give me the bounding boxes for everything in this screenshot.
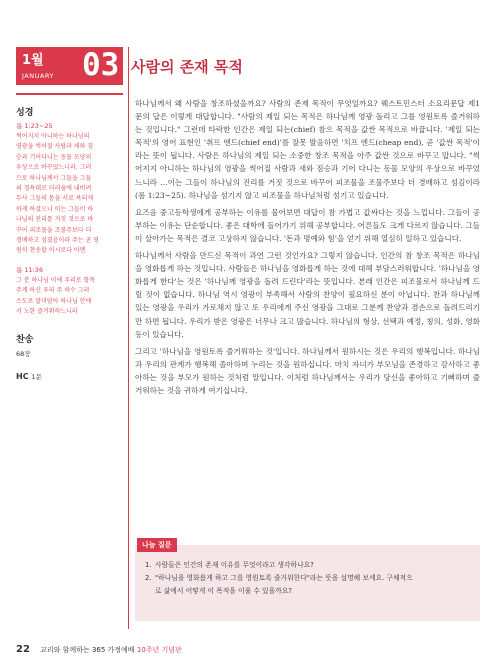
question-text: "하나님을 영화롭게 하고 그를 영원토록 즐거워한다"라는 뜻을 설명해 보세요. 구체적으 — [155, 574, 413, 582]
verse-line: 썩어지지 아니하는 하나님의 — [16, 133, 90, 140]
verse-reference-1: 롬 1:23~25 — [16, 122, 53, 130]
body-paragraph: 요즈음 중고등학생에게 공부하는 이유를 물어보면 대답이 참 가볍고 값싸다는 것을 느낍니다. 그들이 공부하는 이유는 단순합니다. 좋은 대학에 들어가기 위해 공부합니다. 어른들도 크게 다르지 않습니다. 그들이 살아가는 목적은 결코 고상하지 않습니다. '돈과 명예와 힘'을 얻기 위해 열심히 일하고 있습니다. — [135, 207, 480, 243]
book-title: 교리와 함께하는 365 가정예배 — [40, 646, 135, 654]
hc-value: 1문 — [31, 372, 42, 381]
verse-line: 스도로 말미암아 하나님 안에 — [16, 297, 92, 305]
question-text-continued: 로 삶에서 어떻게 이 목적을 이룰 수 있을까요? — [155, 587, 292, 595]
verse-line: 서 노한 즐거워하느니라 — [16, 308, 78, 316]
verse-text-2 — [16, 276, 120, 318]
badge-day: 03 — [82, 47, 120, 83]
page-title: 사람의 존재 목적 — [131, 58, 243, 76]
sidebar-divider — [16, 93, 123, 95]
verse-reference-2: 롬 11:36 — [16, 265, 44, 274]
verse-text-1 — [16, 132, 120, 257]
verse-line: 두사 그들의 몸을 서로 욕되게 — [16, 195, 94, 203]
question-text: 사람들은 인간의 존재 이유를 무엇이라고 생각하나요? — [155, 561, 314, 569]
verse-line: 그 분 하나님 이에 우리로 항목 — [16, 276, 96, 284]
sidebar — [16, 99, 120, 381]
question-item — [145, 559, 472, 572]
verse-line: 원히 찬송할 이시로다 아멘 — [16, 247, 86, 255]
badge-month-english: JANUARY — [22, 72, 54, 80]
body-paragraph: 하나님께서 왜 사람을 창조하셨을까요? 사람의 존재 목적이 무엇일까요? 웨스트민스터 소요리문답 제1문의 답은 이렇게 대답합니다. "사람의 제일 되는 목적은 하나님께 영광 돌리고 그를 영원토록 즐거워하는 것입니다." 그런데 타락한 인간은 제일 되는(chief) 참으 목적을 값싼 목적으로 바꿉니다. '제일 되는 목적'의 영어 표현인 '취프 엔드(chief end)'를 잘못 발음하면 '치프 엔드(cheap end), 곧 '값싼 목적'이라는 뜻이 됩니다. 사람은 하나님의 제일 되는 소중한 창조 목적을 아주 값싼 것으로 바꾸고 맙니다. "썩어지지 아니하는 하나님의 영광을 썩어질 사람과 새와 짐승과 기어 다니는 동물 모양의 우상으로 바꾸었느니라 …이는 그들이 하나님의 진리를 거짓 것으로 바꾸어 피조물을 조물주보다 더 경배하고 섬김이라(롬 1:23~25). 하나님을 섬기지 않고 피조물을 하나님처럼 섬기고 있습니다. — [135, 99, 480, 200]
verse-line: 영광을 썩어질 사람과 새와 짐 — [16, 143, 94, 151]
verse-line: 우상으로 바꾸었느니라. 그러 — [16, 164, 92, 172]
page-footer — [16, 644, 182, 655]
verse-line: 꾸어 피조물을 조물주보다 더 — [16, 226, 92, 234]
edition-label: 10주년 기념판 — [136, 646, 182, 654]
verse-line: 주게 하신 우리 주 하수 그리 — [16, 287, 90, 295]
main-body — [135, 97, 480, 401]
body-paragraph: 하나님께서 사람을 만드신 목적이 과연 그런 것인가요? 그렇지 않습니다. 인간의 참 창조 목적은 하나님을 영화롭게 하는 것입니다. 사람들은 하나님을 영화롭게 하는 것에 대해 부담스러워합니다. '하나님을 영화롭게 한다'는 것은 '하나님께 영광을 돌려 드린다'라는 뜻입니다. 본래 인간은 피조물로서 하나님께 드릴 것이 없습니다. 하나님 역시 영광이 부족해서 사람의 찬양이 필요하신 분이 아닙니다. 찬과 하나님께 있는 영광을 우리가 가로채지 않고 또 우리에게 주신 영광을 그대로 그분께 찬양과 겸손으로 돌려드리기만 하면 됩니다. 우리가 받은 영광은 너무나 크고 많습니다. 하나님의 형상, 선택과 예정, 칭의, 성화, 영화 등이 있습니다. — [135, 251, 480, 339]
column-divider — [128, 47, 129, 629]
scripture-heading: 성경 — [16, 108, 34, 118]
discussion-label: 나눔 질문 — [137, 538, 177, 552]
verse-line: 승과 기어다니는 동물 모양의 — [16, 153, 92, 161]
verse-line: 나님의 진리를 거짓 것으로 바 — [16, 216, 94, 224]
heidelberg-catechism — [16, 372, 120, 381]
verse-line: 하게 하셨으니 이는 그들이 하 — [16, 205, 94, 213]
hymn-number: 68장 — [16, 349, 31, 358]
body-paragraph: 그리고 '하나님을 영원토록 즐거워하는 것'입니다. 하나님께서 원하시는 것은 우리의 행복입니다. 하나님과 우리의 관계가 행복해 졸아하며 누리는 것을 원하십니다. 마치 자녀가 부모님을 존경하고 감사하고 좋아하는 것을 부모가 원하는 것처럼 말입니다. 이처럼 하나님께서는 우리가 당신을 좋아하고 기뻐하며 즐거워하는 것을 귀하게 여기십니다. — [135, 346, 480, 395]
question-number: 1. — [145, 561, 152, 569]
question-item — [145, 572, 472, 598]
page-number: 22 — [16, 644, 30, 655]
hc-label: HC — [16, 371, 29, 381]
badge-month: 1월 — [22, 53, 44, 68]
verse-line: 경배하고 섬겼음이라 주는 곧 영 — [16, 237, 99, 245]
discussion-questions-box — [135, 541, 480, 621]
date-badge — [16, 47, 123, 85]
hymn-heading: 찬송 — [16, 334, 34, 345]
question-number: 2. — [145, 574, 152, 582]
verse-line: 의 정욕대로 더러움에 내버려 — [16, 185, 92, 193]
verse-line: 므로 하나님께서 그들을 그들 — [16, 174, 92, 182]
